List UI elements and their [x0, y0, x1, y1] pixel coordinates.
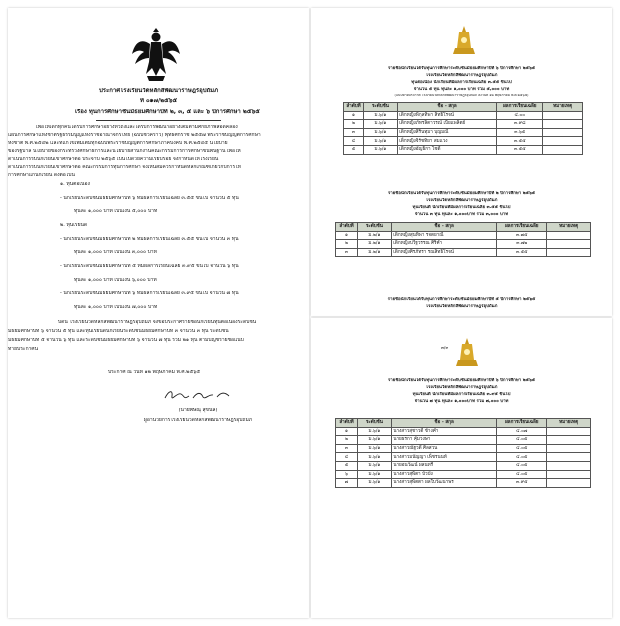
cell-name: เด็กหญิงศิรภัทรา รณสิทธิโรจน์	[391, 248, 497, 257]
cell-remark	[543, 128, 583, 137]
cell-name: นางสาวสุพิตตา ผลใบวัฒนาพร	[391, 479, 497, 488]
col-header: หมายเหตุ	[543, 103, 583, 112]
page-number: ๓/๓	[441, 346, 449, 351]
cell-remark	[547, 231, 591, 240]
cell-index: ๔	[336, 453, 358, 462]
cell-grade: ม.๒/๑	[357, 248, 391, 257]
subject-rule	[96, 120, 221, 121]
scholarship-line: ทุนละ ๑,๐๐๐ บาท เป็นเงิน ๓,๐๐๐ บาท	[74, 250, 157, 255]
cell-gpa: ๓.๖๕	[497, 128, 543, 137]
cell-index: ๕	[336, 461, 358, 470]
list2-amount: จำนวน ๓ ทุน ทุนละ ๑,๐๐๐บาท รวม ๓,๐๐๐ บาท	[414, 212, 509, 217]
scholarship-line: - นักเรียนระดับชั้นมัธยมศึกษาปีที่ ๒ ที่มีผลการเรียนเฉลี่ย ๓.๕๕ ขึ้นไป จำนวน ๓ ทุน	[60, 237, 239, 242]
closing-line: มัธยมศึกษาปีที่ ๕ จำนวน ๖ ทุน และระดับชั้นมัธยมศึกษาปีที่ ๖ จำนวน ๗ ทุน รวม ๒๑ ทุน ตามบัญชีรายชื่อแนบ	[8, 338, 244, 343]
cell-index: ๗	[336, 479, 358, 488]
cell-gpa: ๔.๐๕	[497, 444, 547, 453]
list1-table	[343, 102, 583, 155]
school-emblem-icon	[452, 26, 476, 56]
cell-grade: ม.๖/๑	[357, 453, 391, 462]
closing-line: ท้ายประกาศนี้	[8, 347, 39, 352]
col-header: ระดับชั้น	[357, 419, 391, 428]
cell-index: ๓	[344, 128, 364, 137]
list1-amount: จำนวน ๕ ทุน ทุนละ ๑,๐๐๐ บาท รวม ๕,๐๐๐ บาท	[413, 87, 510, 92]
cell-index: ๒	[336, 240, 358, 249]
cell-index: ๕	[344, 145, 364, 154]
table-header-row	[336, 223, 591, 232]
cell-name: เด็กหญิงสุนทิพา รจตยาณี	[391, 231, 497, 240]
body-line: เพื่อให้เด็กทุกคนได้รับการศึกษาอย่างทั่วถึงและได้รับการพัฒนาอย่างเต็มตามศักยภาพสอดคล้อง	[36, 125, 238, 130]
list-page-2	[311, 318, 612, 618]
cell-remark	[547, 248, 591, 257]
table-row	[344, 145, 583, 154]
col-header: ผลการเรียนเฉลี่ย	[497, 223, 547, 232]
cell-remark	[547, 444, 591, 453]
list2-school: โรงเรียนวัดหลักสี่พัฒนาราษฎร์อุปถัมภ์	[425, 198, 498, 203]
cell-remark	[547, 479, 591, 488]
cell-remark	[547, 470, 591, 479]
cell-gpa: ๓.๗๒	[497, 240, 547, 249]
cell-remark	[547, 453, 591, 462]
cell-gpa: ๔.๐๗	[497, 427, 547, 436]
cell-index: ๑	[336, 231, 358, 240]
table-row	[344, 120, 583, 129]
cell-gpa: ๔.๐๕	[497, 461, 547, 470]
cell-grade: ม.๖/๑	[363, 120, 397, 129]
cell-gpa: ๔.๐๕	[497, 453, 547, 462]
cell-remark	[543, 120, 583, 129]
announcement-subject: เรื่อง ทุนการศึกษาชั้นมัธยมศึกษาปีที่ ๒, ๓, ๕ และ ๖ ปีการศึกษา ๒๕๖๕	[75, 109, 260, 115]
list1-note: (แนบท้ายประกาศ โรงเรียนวัดหลักสี่พัฒนาราษฎร์อุปถัมภ์ ลงวันที่ ๑๒ พฤษภาคม พ.ศ.๒๕๖๕)	[394, 94, 529, 97]
table-row	[344, 111, 583, 120]
cell-grade: ม.๖/๑	[363, 145, 397, 154]
cell-grade: ม.๖/๑	[363, 137, 397, 146]
cell-name: นางสาวมนัญญา เพ็ชรนนท์	[391, 453, 497, 462]
cell-index: ๑	[344, 111, 364, 120]
body-line: ดำเนินการรับนักเรียนเข้าศึกษาต่อ คณะกรรมการทุนการศึกษา จึงเห็นสมควรกำหนดหลักเกณฑ์เกี่ยวกับการให้	[8, 165, 241, 170]
cell-remark	[547, 240, 591, 249]
table-header-row	[336, 419, 591, 428]
scholarship-line: - นักเรียนระดับชั้นมัธยมศึกษาปีที่ ๖ ที่มีผลการเรียนเฉลี่ย ๓.๕๕ ขึ้นไป จำนวน ๕ ทุน	[60, 196, 239, 201]
announcement-date: ประกาศ ณ วันที่ ๑๒ พฤษภาคม พ.ศ.๒๕๖๕	[108, 370, 201, 375]
table-row	[336, 427, 591, 436]
cell-name: เด็กหญิงพิกุลทิพา สิทธิโรจน์	[397, 111, 497, 120]
cell-gpa: ๓.๗๕	[497, 231, 547, 240]
list-page-1	[311, 8, 612, 316]
signer-name: (นายพิษณุ สุขนิล)	[178, 408, 218, 413]
scholarship-line: - นักเรียนระดับชั้นมัธยมศึกษาปีที่ ๖ ที่มีผลการเรียนเฉลี่ย ๓.๙๕ ขึ้นไป จำนวน ๗ ทุน	[60, 291, 239, 296]
cell-index: ๓	[336, 248, 358, 257]
table-row	[336, 248, 591, 257]
cell-grade: ม.๖/๑	[357, 470, 391, 479]
list3-school: โรงเรียนวัดหลักสี่พัฒนาราษฎร์อุปถัมภ์	[425, 304, 498, 309]
closing-line: มัธยมศึกษาปีที่ ๖ จำนวน ๕ ทุน และทุนเรียนดีนักเรียนระดับชั้นมัธยมศึกษาปีที่ ๓ จำนวน ๓ ทุน ระดับชั้น	[8, 329, 229, 334]
list1-heading: รายชื่อนักเรียนได้รับทุนการศึกษาระดับชั้นมัธยมศึกษาปีที่ ๖ ปีการศึกษา ๒๕๖๕	[387, 66, 536, 71]
col-header: ระดับชั้น	[363, 103, 397, 112]
cell-remark	[547, 436, 591, 445]
cell-gpa: ๔.๐๐	[497, 111, 543, 120]
table-row	[336, 436, 591, 445]
cell-index: ๒	[344, 120, 364, 129]
cell-name: เด็กหญิงจิรัชทิยา สมแวง	[397, 137, 497, 146]
scholarship-line: ทุนละ ๑,๐๐๐ บาท เป็นเงิน ๗,๐๐๐ บาท	[74, 305, 158, 310]
cell-name: นางสาวสุชาวดี ข้างคำ	[391, 427, 497, 436]
signer-title: ผู้อำนวยการโรงเรียนวัดหลักสี่พัฒนาราษฎร์อุปถัมภ์	[143, 418, 253, 423]
list4-heading: รายชื่อนักเรียนได้รับทุนการศึกษาระดับชั้นมัธยมศึกษาปีที่ ๖ ปีการศึกษา ๒๕๖๕	[387, 378, 536, 383]
table-row	[336, 231, 591, 240]
cell-grade: ม.๖/๑	[357, 444, 391, 453]
table-row	[336, 444, 591, 453]
col-header: ลำดับที่	[336, 419, 358, 428]
body-line: แผนการศึกษาแห่งชาติรัฐธรรมนูญแห่งราชอาณาจักรไทย (ฉบับชั่วคราว) พุทธศักราช ๒๕๕๗ พระราชบัญญัติการศึกษา	[8, 133, 261, 138]
announcement-page	[8, 8, 309, 618]
table-row	[336, 461, 591, 470]
cell-grade: ม.๖/๑	[357, 479, 391, 488]
cell-index: ๔	[344, 137, 364, 146]
table-row	[336, 240, 591, 249]
closing-line: บัดนี้ โรงเรียนวัดหลักสี่พัฒนาราษฎร์อุปถัมภ์ จึงขอประกาศรายชื่อนักเรียนทุนต่อเนื่องระดับชั้น	[58, 320, 257, 325]
table-row	[344, 128, 583, 137]
col-header: หมายเหตุ	[547, 223, 591, 232]
table-row	[344, 137, 583, 146]
list2-type: ทุนเรียนดี นักเรียนที่มีผลการเรียนเฉลี่ย ๓.๕๕ ขึ้นไป	[412, 205, 511, 210]
cell-name: เด็กหญิงปวีฐวรรณ ศิริคำ	[391, 240, 497, 249]
col-header: หมายเหตุ	[547, 419, 591, 428]
list1-type: ทุนต่อเนื่อง นักเรียนที่มีผลการเรียนเฉลี่ย ๓.๕๕ ขึ้นไป	[411, 80, 512, 85]
cell-grade: ม.๒/๑	[357, 240, 391, 249]
cell-name: เด็กหญิงอัญธิกา ไชดี	[397, 145, 497, 154]
list3-heading: รายชื่อนักเรียนได้รับทุนการศึกษาระดับชั้นมัธยมศึกษาปีที่ ๕ ปีการศึกษา ๒๕๖๕	[387, 297, 536, 302]
cell-remark	[547, 427, 591, 436]
cell-name: เด็กหญิงภัทรลิตาวรณ์ เปียแพลิตย์	[397, 120, 497, 129]
body-line: ห่งชาติ พ.ศ.๒๕๔๒ และที่แก้ไขเพิ่มเติมทุกฉบับพระราชบัญญัติการศึกษาภาคบังคับ พ.ศ.๒๕๔๕ นโยบาย	[8, 141, 228, 146]
col-header: ผลการเรียนเฉลี่ย	[497, 103, 543, 112]
announcement-title: ประกาศโรงเรียนวัดหลักสี่พัฒนาราษฎร์อุปถัมภ์	[98, 88, 219, 94]
cell-index: ๖	[336, 470, 358, 479]
table-row	[336, 470, 591, 479]
scholarship-line: ๒. ทุนเรียนดี	[60, 223, 88, 228]
announcement-number: ที่ ๐๑๗/๒๕๖๕	[139, 98, 178, 104]
cell-name: นายอนวัฒน์ ผลนทรี	[391, 461, 497, 470]
list2-table	[335, 222, 591, 257]
table-row	[336, 453, 591, 462]
cell-grade: ม.๖/๑	[357, 436, 391, 445]
body-line: ของรัฐบาล นโยบายของกระทรวงศึกษาธิการและนโยบายสำนักงานคณะกรรมการการศึกษาขั้นพื้นฐาน เพื่อให้	[8, 149, 241, 154]
cell-index: ๓	[336, 444, 358, 453]
col-header: ชื่อ - สกุล	[391, 223, 497, 232]
cell-gpa: ๓.๕๕	[497, 248, 547, 257]
cell-name: นางสาวสุพิตา บัวบัง	[391, 470, 497, 479]
cell-name: เด็กหญิงสิรินทุมา บุญมณี	[397, 128, 497, 137]
cell-grade: ม.๖/๑	[357, 461, 391, 470]
cell-name: นายธรกา คุ้มวงษา	[391, 436, 497, 445]
school-emblem-icon	[455, 338, 479, 368]
cell-gpa: ๔.๐๕	[497, 436, 547, 445]
list4-amount: จำนวน ๗ ทุน ทุนละ ๑,๐๐๐บาท รวม ๗,๐๐๐ บาท	[414, 399, 509, 404]
cell-index: ๒	[336, 436, 358, 445]
cell-gpa: ๓.๕๕	[497, 137, 543, 146]
scholarship-line: ทุนละ ๑,๐๐๐ บาท เป็นเงิน ๖,๐๐๐ บาท	[74, 278, 157, 283]
garuda-emblem-icon	[131, 28, 181, 84]
cell-gpa: ๓.๙๘	[497, 120, 543, 129]
cell-remark	[543, 111, 583, 120]
scholarship-line: ทุนละ ๑,๐๐๐ บาท เป็นเงิน ๕,๐๐๐ บาท	[74, 209, 158, 214]
table-row	[336, 479, 591, 488]
col-header: ผลการเรียนเฉลี่ย	[497, 419, 547, 428]
col-header: ชื่อ - สกุล	[391, 419, 497, 428]
body-line: การศึกษาแก่นักเรียน ดังต่อไปนี้	[8, 173, 75, 178]
col-header: ชื่อ - สกุล	[397, 103, 497, 112]
col-header: ระดับชั้น	[357, 223, 391, 232]
cell-remark	[543, 145, 583, 154]
table-header-row	[344, 103, 583, 112]
cell-gpa: ๔.๐๕	[497, 470, 547, 479]
signature-icon	[163, 388, 233, 404]
cell-name: นางสาวณัฐวดี ศิลสวน	[391, 444, 497, 453]
col-header: ลำดับที่	[344, 103, 364, 112]
cell-gpa: ๓.๙๕	[497, 479, 547, 488]
cell-remark	[543, 137, 583, 146]
body-line: ดำเนินการรับนักเรียนเข้าศึกษาต่อ ประจำปี ๒๕๖๕ เป็นไปด้วยความเรียบร้อย จึงกำหนดให้โรงเรียน	[8, 157, 219, 162]
list2-heading: รายชื่อนักเรียนได้รับทุนการศึกษาระดับชั้นมัธยมศึกษาปีที่ ๒ ปีการศึกษา ๒๕๖๕	[387, 191, 536, 196]
cell-gpa: ๓.๕๕	[497, 145, 543, 154]
list4-table	[335, 418, 591, 488]
cell-grade: ม.๖/๑	[363, 111, 397, 120]
list1-school: โรงเรียนวัดหลักสี่พัฒนาราษฎร์อุปถัมภ์	[425, 73, 498, 78]
col-header: ลำดับที่	[336, 223, 358, 232]
scholarship-line: ๑. ทุนต่อเนื่อง	[60, 182, 90, 187]
list4-school: โรงเรียนวัดหลักสี่พัฒนาราษฎร์อุปถัมภ์	[425, 385, 498, 390]
cell-remark	[547, 461, 591, 470]
cell-grade: ม.๖/๑	[357, 427, 391, 436]
cell-grade: ม.๒/๑	[357, 231, 391, 240]
cell-grade: ม.๖/๑	[363, 128, 397, 137]
list4-type: ทุนเรียนดี นักเรียนที่มีผลการเรียนเฉลี่ย ๓.๙๕ ขึ้นไป	[412, 392, 511, 397]
cell-index: ๑	[336, 427, 358, 436]
scholarship-line: - นักเรียนระดับชั้นมัธยมศึกษาปีที่ ๕ ที่มีผลการเรียนเฉลี่ย ๓.๙๕ ขึ้นไป จำนวน ๖ ทุน	[60, 264, 239, 269]
